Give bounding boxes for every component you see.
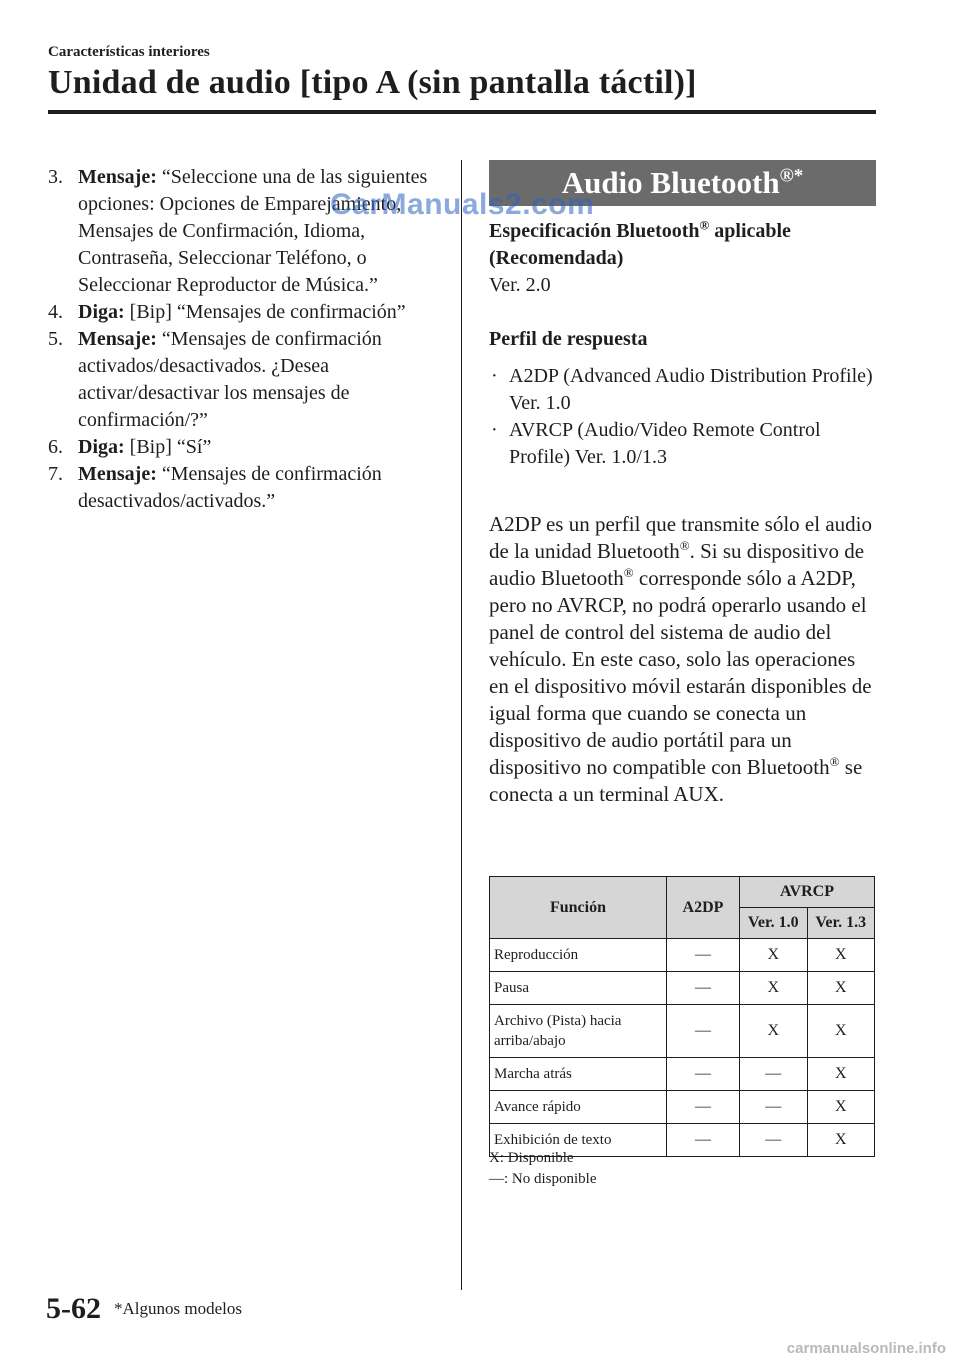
page-title: Unidad de audio [tipo A (sin pantalla táctil)] (48, 64, 697, 101)
spec-version: Ver. 2.0 (489, 274, 551, 296)
ver-1-0-cell: — (740, 1091, 808, 1124)
registered-mark: ® (623, 565, 634, 580)
a2dp-cell: — (667, 1005, 740, 1058)
ver-1-3-cell: X (807, 1058, 875, 1091)
page-number: 5-62 (46, 1292, 101, 1325)
step-number: 5. (48, 328, 63, 350)
step-item (48, 164, 438, 299)
function-cell: Pausa (490, 972, 667, 1005)
ver-1-3-cell: X (807, 1124, 875, 1157)
step-text: [Bip] “Mensajes de confirmación” (129, 301, 406, 323)
description-paragraph (489, 511, 879, 808)
spec-heading-text: Especificación Bluetooth (489, 220, 700, 242)
step-item (48, 461, 438, 515)
paragraph-text: corresponde sólo a A2DP, pero no AVRCP, no podrá operarlo usando el panel de control del sistema de audio del vehículo. En este caso, solo las operaciones en el dispositivo móvil estarán disponibles de igual forma que cuando se conecta un dispositivo de audio portátil para un dispositivo no compatible con Bluetooth (489, 566, 872, 779)
step-text: [Bip] “Sí” (129, 436, 212, 458)
column-divider (461, 160, 462, 1290)
bullet-text: AVRCP (Audio/Video Remote Control Profile) Ver. 1.0/1.3 (509, 419, 821, 468)
registered-mark: ® (829, 754, 840, 769)
bullet-text: A2DP (Advanced Audio Distribution Profile) Ver. 1.0 (509, 365, 873, 414)
function-cell: Marcha atrás (490, 1058, 667, 1091)
step-text: “Seleccione una de las siguientes opciones: Opciones de Emparejamiento, Mensajes de Confirmación, Idioma, Contraseña, Seleccionar Teléfono, o Seleccionar Reproductor de Música.” (78, 166, 428, 296)
paragraph-text: A2DP es un perfil que transmite sólo el audio de la unidad Bluetooth (489, 512, 872, 563)
ver-1-3-cell: X (807, 939, 875, 972)
a2dp-cell: — (667, 972, 740, 1005)
column-header-ver-1-3: Ver. 1.3 (807, 908, 875, 939)
banner-title: Audio Bluetooth (561, 165, 780, 200)
a2dp-cell: — (667, 939, 740, 972)
step-item (48, 299, 438, 326)
title-rule (48, 110, 876, 114)
column-header-funcion: Función (490, 877, 667, 939)
registered-mark: ® (699, 217, 710, 233)
profile-bullet (489, 417, 879, 471)
footnote: *Algunos modelos (114, 1299, 242, 1318)
bullet-dot-icon: · (491, 365, 498, 387)
ver-1-0-cell: — (740, 1124, 808, 1157)
spec-heading-suffix: aplicable (Recomendada) (489, 220, 791, 269)
compatibility-table (489, 876, 875, 1157)
function-cell: Reproducción (490, 939, 667, 972)
step-number: 7. (48, 463, 63, 485)
table-row (490, 1058, 875, 1091)
ver-1-0-cell: X (740, 972, 808, 1005)
step-label: Mensaje: (78, 463, 157, 485)
column-header-a2dp: A2DP (667, 877, 740, 939)
step-item (48, 326, 438, 434)
watermark-footer: carmanualsonline.info (786, 1340, 946, 1357)
step-label: Mensaje: (78, 328, 157, 350)
profile-heading: Perfil de respuesta (489, 328, 648, 350)
watermark-logo: CarManuals2.com (330, 188, 595, 221)
step-label: Diga: (78, 301, 125, 323)
table-row (490, 1091, 875, 1124)
ver-1-3-cell: X (807, 1091, 875, 1124)
column-header-avrcp: AVRCP (740, 877, 875, 908)
right-column (489, 218, 879, 808)
bullet-dot-icon: · (491, 419, 498, 441)
paragraph-text: . Si su dispositivo de audio Bluetooth (489, 539, 865, 590)
paragraph-text: se conecta a un terminal AUX. (489, 755, 863, 806)
a2dp-cell: — (667, 1124, 740, 1157)
a2dp-cell: — (667, 1091, 740, 1124)
step-item (48, 434, 438, 461)
ver-1-0-cell: X (740, 1005, 808, 1058)
step-text: “Mensajes de confirmación desactivados/activados.” (78, 463, 382, 512)
function-cell: Avance rápido (490, 1091, 667, 1124)
step-text: “Mensajes de confirmación activados/desactivados. ¿Desea activar/desactivar los mensajes de confirmación/?” (78, 328, 382, 431)
table-row (490, 1005, 875, 1058)
step-number: 4. (48, 301, 63, 323)
step-label: Diga: (78, 436, 125, 458)
function-cell: Archivo (Pista) hacia arriba/abajo (490, 1005, 667, 1058)
banner-mark: ®* (779, 165, 804, 187)
ver-1-0-cell: — (740, 1058, 808, 1091)
table-header-row (490, 877, 875, 908)
legend-item: —: No disponible (489, 1171, 597, 1187)
column-header-ver-1-0: Ver. 1.0 (740, 908, 808, 939)
registered-mark: ® (679, 538, 690, 553)
function-cell: Exhibición de texto (490, 1124, 667, 1157)
step-number: 6. (48, 436, 63, 458)
step-label: Mensaje: (78, 166, 157, 188)
table-row (490, 972, 875, 1005)
a2dp-cell: — (667, 1058, 740, 1091)
profile-bullet (489, 363, 879, 417)
table-row (490, 939, 875, 972)
table-legend (489, 1148, 597, 1190)
legend-item: X: Disponible (489, 1150, 574, 1166)
ver-1-3-cell: X (807, 1005, 875, 1058)
ver-1-0-cell: X (740, 939, 808, 972)
ver-1-3-cell: X (807, 972, 875, 1005)
spec-heading (489, 218, 879, 272)
step-number: 3. (48, 166, 63, 188)
chapter-label: Características interiores (48, 44, 210, 60)
